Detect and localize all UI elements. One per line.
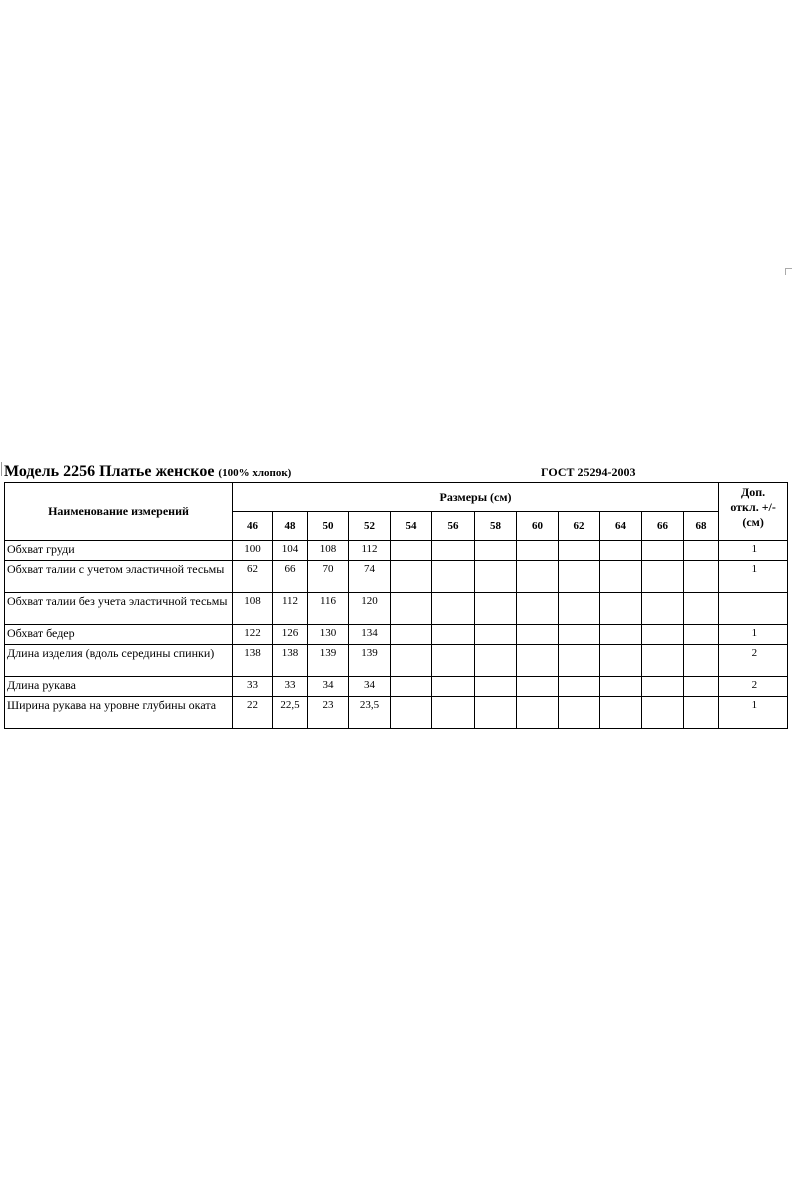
measurement-value bbox=[684, 697, 719, 729]
table-row bbox=[5, 697, 788, 729]
measurement-value bbox=[642, 625, 684, 645]
measurement-value: 126 bbox=[273, 625, 308, 645]
tolerance-value bbox=[719, 593, 788, 625]
measurement-value bbox=[600, 561, 642, 593]
measurement-value: 74 bbox=[349, 561, 391, 593]
size-column-header: 54 bbox=[391, 512, 432, 541]
tolerance-value: 1 bbox=[719, 625, 788, 645]
gost-standard: ГОСТ 25294-2003 bbox=[541, 465, 636, 479]
size-column-header: 60 bbox=[517, 512, 559, 541]
measurement-value bbox=[600, 677, 642, 697]
measurement-value bbox=[684, 677, 719, 697]
tolerance-header-line: откл. +/- bbox=[730, 500, 776, 514]
measurement-value bbox=[559, 645, 600, 677]
table-row bbox=[5, 541, 788, 561]
size-column-header: 62 bbox=[559, 512, 600, 541]
measurement-value bbox=[559, 697, 600, 729]
size-chart-document bbox=[4, 462, 787, 729]
measurement-value bbox=[475, 645, 517, 677]
measurement-value bbox=[391, 593, 432, 625]
tolerance-value: 2 bbox=[719, 645, 788, 677]
measurement-value bbox=[475, 561, 517, 593]
header-row bbox=[5, 483, 788, 512]
size-column-header: 66 bbox=[642, 512, 684, 541]
table-row bbox=[5, 561, 788, 593]
measurement-value: 108 bbox=[308, 541, 349, 561]
margin-mark bbox=[1, 462, 2, 476]
measurement-value bbox=[391, 561, 432, 593]
measurement-value bbox=[600, 645, 642, 677]
measurement-value bbox=[600, 625, 642, 645]
margin-mark bbox=[785, 268, 792, 275]
measurement-value bbox=[475, 697, 517, 729]
table-row bbox=[5, 645, 788, 677]
measurement-name: Обхват талии с учетом эластичной тесьмы bbox=[5, 561, 233, 593]
measurement-value bbox=[391, 625, 432, 645]
size-column-header: 58 bbox=[475, 512, 517, 541]
measurement-value bbox=[684, 541, 719, 561]
measurement-value bbox=[642, 541, 684, 561]
table-row bbox=[5, 625, 788, 645]
measurement-name: Обхват талии без учета эластичной тесьмы bbox=[5, 593, 233, 625]
measurement-value: 34 bbox=[349, 677, 391, 697]
measurement-value bbox=[600, 697, 642, 729]
measurement-value bbox=[600, 541, 642, 561]
measurement-value: 62 bbox=[233, 561, 273, 593]
size-column-header: 52 bbox=[349, 512, 391, 541]
measurement-value: 100 bbox=[233, 541, 273, 561]
measurement-value bbox=[432, 561, 475, 593]
measurement-value bbox=[517, 677, 559, 697]
measurement-value: 33 bbox=[273, 677, 308, 697]
measurement-value bbox=[432, 677, 475, 697]
measurement-name: Обхват груди bbox=[5, 541, 233, 561]
measurement-value: 139 bbox=[349, 645, 391, 677]
tolerance-value: 2 bbox=[719, 677, 788, 697]
size-column-header: 56 bbox=[432, 512, 475, 541]
measurement-value bbox=[391, 677, 432, 697]
size-table bbox=[4, 482, 788, 729]
measurement-value: 34 bbox=[308, 677, 349, 697]
measurement-value bbox=[642, 677, 684, 697]
size-column-header: 64 bbox=[600, 512, 642, 541]
size-column-header: 48 bbox=[273, 512, 308, 541]
tolerance-value: 1 bbox=[719, 561, 788, 593]
measurement-value: 33 bbox=[233, 677, 273, 697]
measurement-value bbox=[475, 541, 517, 561]
measurement-value bbox=[391, 541, 432, 561]
measurement-value: 116 bbox=[308, 593, 349, 625]
tolerance-value: 1 bbox=[719, 697, 788, 729]
measurement-value: 138 bbox=[273, 645, 308, 677]
measurement-value bbox=[684, 625, 719, 645]
measurement-value: 104 bbox=[273, 541, 308, 561]
measurement-value bbox=[600, 593, 642, 625]
measurement-value bbox=[517, 541, 559, 561]
measurement-value bbox=[432, 593, 475, 625]
measurement-value bbox=[517, 625, 559, 645]
model-title: Модель 2256 Платье женское bbox=[4, 463, 215, 480]
measurement-value bbox=[475, 593, 517, 625]
measurement-value bbox=[475, 677, 517, 697]
title-line bbox=[4, 462, 787, 482]
measurement-value bbox=[559, 677, 600, 697]
measurement-value: 134 bbox=[349, 625, 391, 645]
measurement-value bbox=[684, 561, 719, 593]
measurement-value: 23,5 bbox=[349, 697, 391, 729]
measurement-value bbox=[642, 697, 684, 729]
tolerance-value: 1 bbox=[719, 541, 788, 561]
sizes-header: Размеры (см) bbox=[233, 483, 719, 512]
measurement-value: 23 bbox=[308, 697, 349, 729]
measurement-value: 108 bbox=[233, 593, 273, 625]
measurement-rows bbox=[5, 541, 788, 729]
size-column-header: 50 bbox=[308, 512, 349, 541]
measurement-value bbox=[642, 645, 684, 677]
measurement-value: 120 bbox=[349, 593, 391, 625]
measurement-value bbox=[391, 645, 432, 677]
measurement-value bbox=[559, 625, 600, 645]
measurement-value: 112 bbox=[273, 593, 308, 625]
measurement-name: Обхват бедер bbox=[5, 625, 233, 645]
measurement-value: 130 bbox=[308, 625, 349, 645]
table-row bbox=[5, 593, 788, 625]
measurement-value bbox=[559, 593, 600, 625]
measurement-value bbox=[517, 593, 559, 625]
measurement-value bbox=[517, 645, 559, 677]
tolerance-header bbox=[719, 483, 788, 541]
measurement-name: Ширина рукава на уровне глубины оката bbox=[5, 697, 233, 729]
measurement-value: 70 bbox=[308, 561, 349, 593]
measurement-value bbox=[432, 645, 475, 677]
size-column-header: 46 bbox=[233, 512, 273, 541]
measurement-value: 139 bbox=[308, 645, 349, 677]
tolerance-header-line: (см) bbox=[742, 515, 764, 529]
measurement-name: Длина рукава bbox=[5, 677, 233, 697]
tolerance-header-line: Доп. bbox=[741, 485, 766, 499]
measurement-value bbox=[642, 593, 684, 625]
measurement-value: 138 bbox=[233, 645, 273, 677]
measurement-value: 22 bbox=[233, 697, 273, 729]
measurement-value bbox=[642, 561, 684, 593]
measurement-value bbox=[432, 625, 475, 645]
measurement-value bbox=[517, 561, 559, 593]
measurement-value bbox=[559, 561, 600, 593]
measurement-name: Длина изделия (вдоль середины спинки) bbox=[5, 645, 233, 677]
measurement-value bbox=[432, 541, 475, 561]
measurement-value bbox=[475, 625, 517, 645]
table-row bbox=[5, 677, 788, 697]
measurement-value bbox=[684, 593, 719, 625]
measurement-value: 122 bbox=[233, 625, 273, 645]
measurement-value bbox=[517, 697, 559, 729]
fabric-composition: (100% хлопок) bbox=[218, 467, 292, 479]
measurement-value bbox=[559, 541, 600, 561]
measurement-value bbox=[684, 645, 719, 677]
measurement-value: 22,5 bbox=[273, 697, 308, 729]
measurement-value: 66 bbox=[273, 561, 308, 593]
measurement-name-header: Наименование измерений bbox=[5, 483, 233, 541]
measurement-value: 112 bbox=[349, 541, 391, 561]
measurement-value bbox=[432, 697, 475, 729]
measurement-value bbox=[391, 697, 432, 729]
size-column-header: 68 bbox=[684, 512, 719, 541]
